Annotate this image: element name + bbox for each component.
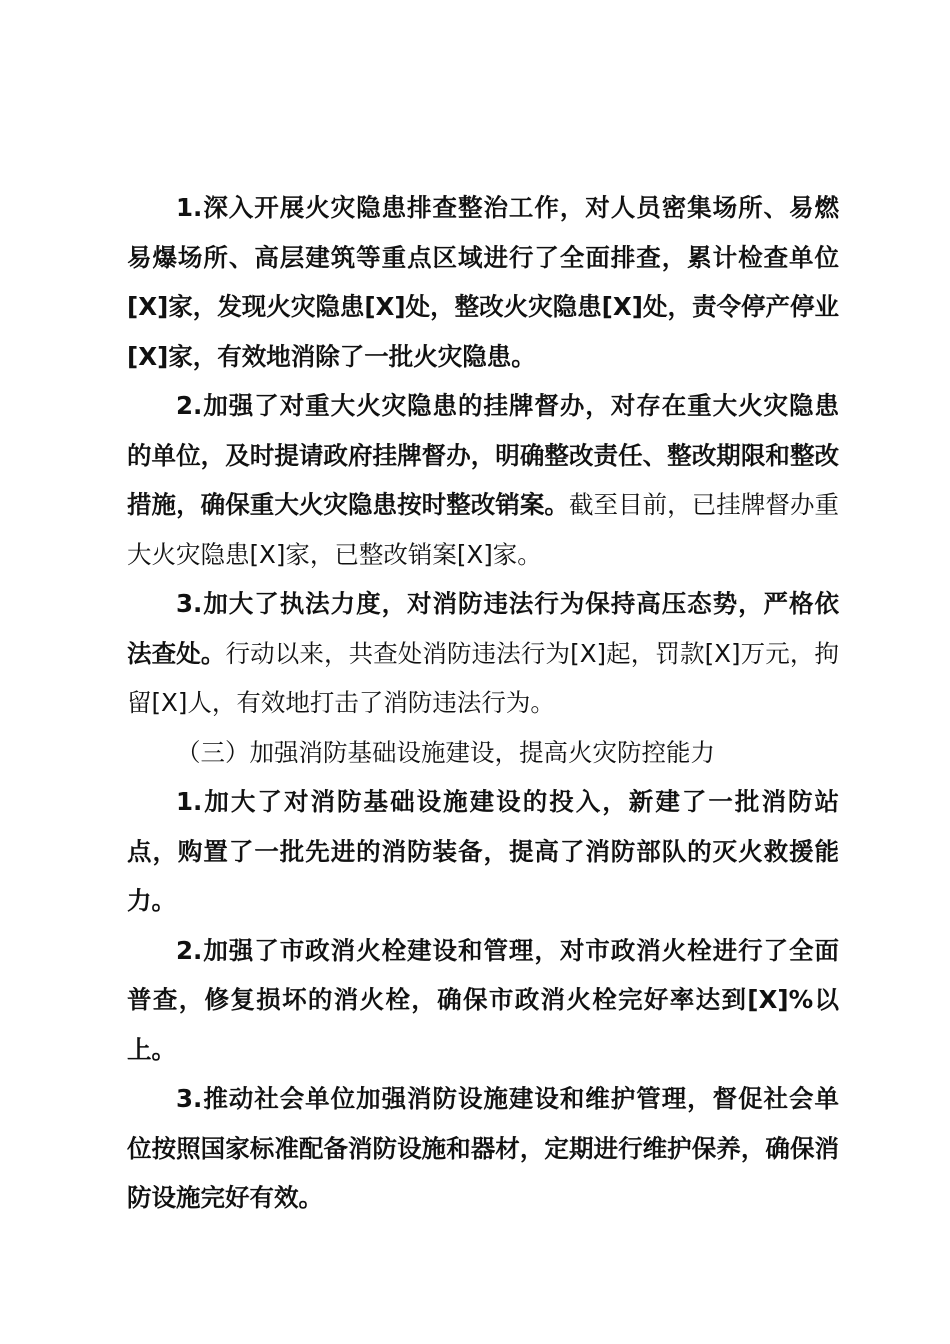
paragraph-fire-hazard-inspection xyxy=(127,183,839,381)
paragraph-normal-text: 截至目前，已挂牌督办重大火灾隐患[X]家，已整改销案[X]家。 xyxy=(127,490,840,569)
paragraph-law-enforcement xyxy=(127,579,839,728)
paragraph-bold-text: 3.加大了执法力度，对消防违法行为保持高压态势，严格依法查处。 xyxy=(127,589,839,668)
paragraph-bold-text: 2.加强了对重大火灾隐患的挂牌督办，对存在重大火灾隐患的单位，及时提请政府挂牌督办，明确整改责任、整改期限和整改措施，确保重大火灾隐患按时整改销案。 xyxy=(127,391,839,519)
paragraph-major-hazard-supervision xyxy=(127,381,839,579)
paragraph-bold-text: 3.推动社会单位加强消防设施建设和维护管理，督促社会单位按照国家标准配备消防设施和器材，定期进行维护保养，确保消防设施完好有效。 xyxy=(127,1084,839,1212)
paragraph-hydrant-management xyxy=(127,926,839,1075)
section-heading-infrastructure xyxy=(127,728,839,778)
paragraph-bold-text: 1.深入开展火灾隐患排查整治工作，对人员密集场所、易燃易爆场所、高层建筑等重点区域进行了全面排查，累计检查单位[X]家，发现火灾隐患[X]处，整改火灾隐患[X]处，责令停产停业[X]家，有效地消除了一批火灾隐患。 xyxy=(127,193,839,371)
paragraph-normal-text: 行动以来，共查处消防违法行为[X]起，罚款[X]万元，拘留[X]人，有效地打击了消防违法行为。 xyxy=(127,638,839,717)
paragraph-bold-text: 1.加大了对消防基础设施建设的投入，新建了一批消防站点，购置了一批先进的消防装备，提高了消防部队的灭火救援能力。 xyxy=(127,787,839,915)
section-heading-text: （三）加强消防基础设施建设，提高火灾防控能力 xyxy=(176,737,715,767)
paragraph-bold-text: 2.加强了市政消火栓建设和管理，对市政消火栓进行了全面普查，修复损坏的消火栓，确保市政消火栓完好率达到[X]%以上。 xyxy=(127,935,839,1064)
paragraph-facility-maintenance xyxy=(127,1074,839,1223)
document-body xyxy=(127,183,839,1223)
paragraph-infrastructure-investment xyxy=(127,777,839,926)
